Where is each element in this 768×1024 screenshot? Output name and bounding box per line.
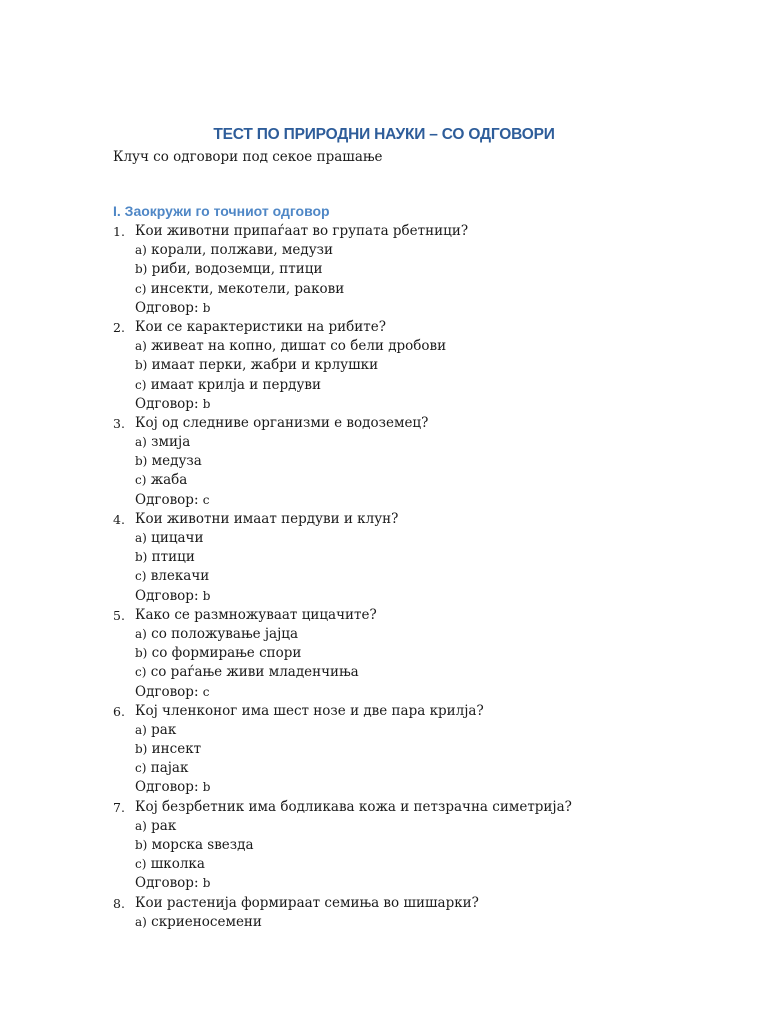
question-number: 6. — [113, 703, 125, 719]
answer-label: Одговор: — [135, 683, 199, 700]
option-marker: b) — [135, 262, 148, 277]
answer-option — [135, 337, 713, 356]
answer-value: b — [202, 876, 211, 891]
answer-label: Одговор: — [135, 299, 199, 316]
answer-label: Одговор: — [135, 491, 199, 508]
answer-option — [135, 548, 713, 567]
option-text: со положување јајца — [151, 625, 299, 642]
question-text: Како се размножуваат цицачите? — [135, 606, 377, 623]
question-list — [113, 222, 713, 932]
answer-value: b — [202, 396, 211, 411]
question-number: 4. — [113, 511, 125, 527]
question-number: 7. — [113, 799, 125, 815]
question-item — [113, 318, 713, 337]
answer-option — [135, 855, 713, 874]
option-text: рак — [151, 817, 177, 834]
answer-line — [135, 395, 713, 414]
question-text: Кои животни имаат пердуви и клун? — [135, 510, 399, 527]
option-marker: a) — [135, 531, 147, 545]
answer-option — [135, 260, 713, 279]
option-text: живеат на копно, дишат со бели дробови — [151, 338, 447, 355]
question-item — [113, 510, 713, 529]
answer-label: Одговор: — [135, 875, 199, 892]
option-text: жаба — [150, 472, 188, 489]
option-marker: a) — [135, 243, 147, 258]
answer-option — [135, 836, 713, 855]
option-marker: c) — [135, 473, 147, 488]
answer-line — [135, 683, 713, 702]
question-text: Кои се карактеристики на рибите? — [135, 318, 386, 335]
question-number: 3. — [113, 415, 125, 431]
option-marker: b) — [135, 358, 148, 373]
question-item — [113, 222, 713, 241]
question-text: Кој безрбетник има бодликава кожа и петзрачна симетрија? — [135, 798, 572, 815]
page-subtitle: Клуч со одговори под секое прашање — [113, 149, 383, 165]
option-marker: c) — [135, 281, 147, 296]
option-marker: c) — [135, 665, 147, 680]
option-text: инсект — [151, 741, 202, 758]
answer-line — [135, 299, 713, 318]
question-number: 8. — [113, 895, 125, 911]
option-text: со раѓање живи младенчиња — [150, 664, 359, 681]
option-text: корали, полжави, медузи — [151, 242, 334, 259]
question-item — [113, 606, 713, 625]
option-marker: c) — [135, 569, 147, 584]
option-marker: a) — [135, 818, 147, 833]
option-text: школка — [150, 856, 205, 873]
option-marker: a) — [135, 339, 147, 354]
answer-value: c — [202, 492, 210, 507]
answer-option — [135, 817, 713, 836]
answer-option — [135, 280, 713, 299]
answer-label: Одговор: — [135, 779, 199, 796]
question-text: Кој од следниве организми е водоземец? — [135, 414, 429, 431]
page-title: ТЕСТ ПО ПРИРОДНИ НАУКИ – СО ОДГОВОРИ — [213, 126, 555, 143]
answer-value: b — [202, 588, 211, 603]
option-text: скриеносемени — [151, 913, 262, 930]
answer-line — [135, 874, 713, 893]
question-item — [113, 798, 713, 817]
answer-option — [135, 644, 713, 663]
option-marker: c) — [135, 377, 147, 392]
option-marker: c) — [135, 857, 147, 872]
option-marker: a) — [135, 914, 147, 929]
option-text: змија — [151, 434, 191, 451]
question-number: 5. — [113, 607, 125, 623]
option-marker: b) — [135, 838, 148, 852]
question-item — [113, 414, 713, 433]
answer-option — [135, 529, 713, 548]
option-text: инсекти, мекотели, ракови — [150, 280, 345, 297]
answer-option — [135, 471, 713, 490]
answer-option — [135, 452, 713, 471]
question-item — [113, 702, 713, 721]
answer-value: b — [202, 780, 211, 795]
question-text: Кои растенија формираат семиња во шишарки? — [135, 894, 479, 911]
answer-option — [135, 567, 713, 586]
answer-label: Одговор: — [135, 395, 199, 412]
question-text: Кои животни припаѓаат во групата рбетници? — [135, 223, 469, 239]
option-marker: b) — [135, 646, 148, 661]
option-text: птици — [151, 549, 195, 566]
option-text: со формирање спори — [151, 645, 302, 662]
option-text: рак — [151, 721, 177, 738]
answer-option — [135, 356, 713, 375]
answer-option — [135, 625, 713, 644]
option-marker: a) — [135, 722, 147, 737]
question-number: 2. — [113, 319, 125, 335]
answer-option — [135, 376, 713, 395]
option-marker: a) — [135, 626, 147, 641]
option-text: влекачи — [150, 568, 210, 585]
option-text: риби, водоземци, птици — [151, 261, 323, 278]
answer-option — [135, 663, 713, 682]
option-text: цицачи — [151, 530, 204, 546]
answer-option — [135, 721, 713, 740]
answer-option — [135, 241, 713, 260]
option-marker: c) — [135, 761, 147, 776]
answer-line — [135, 491, 713, 510]
answer-label: Одговор: — [135, 587, 199, 604]
answer-option — [135, 433, 713, 452]
answer-option — [135, 740, 713, 759]
option-text: медуза — [151, 453, 202, 470]
option-marker: b) — [135, 454, 148, 469]
option-marker: a) — [135, 435, 147, 450]
question-item — [113, 894, 713, 913]
question-text: Кој членконог има шест нозе и две пара крилја? — [135, 702, 484, 719]
option-text: морска ѕвезда — [151, 837, 254, 853]
answer-value: c — [202, 684, 210, 699]
option-text: пајак — [150, 760, 189, 777]
option-text: имаат перки, жабри и крлушки — [151, 357, 379, 374]
option-text: имаат крилја и пердуви — [150, 376, 322, 393]
question-number: 1. — [113, 224, 125, 239]
answer-line — [135, 778, 713, 797]
section-heading: I. Заокружи го точниот одговор — [113, 203, 330, 219]
answer-line — [135, 587, 713, 606]
option-marker: b) — [135, 742, 148, 757]
answer-option — [135, 759, 713, 778]
option-marker: b) — [135, 550, 148, 565]
answer-option — [135, 913, 713, 932]
answer-value: b — [202, 300, 211, 315]
